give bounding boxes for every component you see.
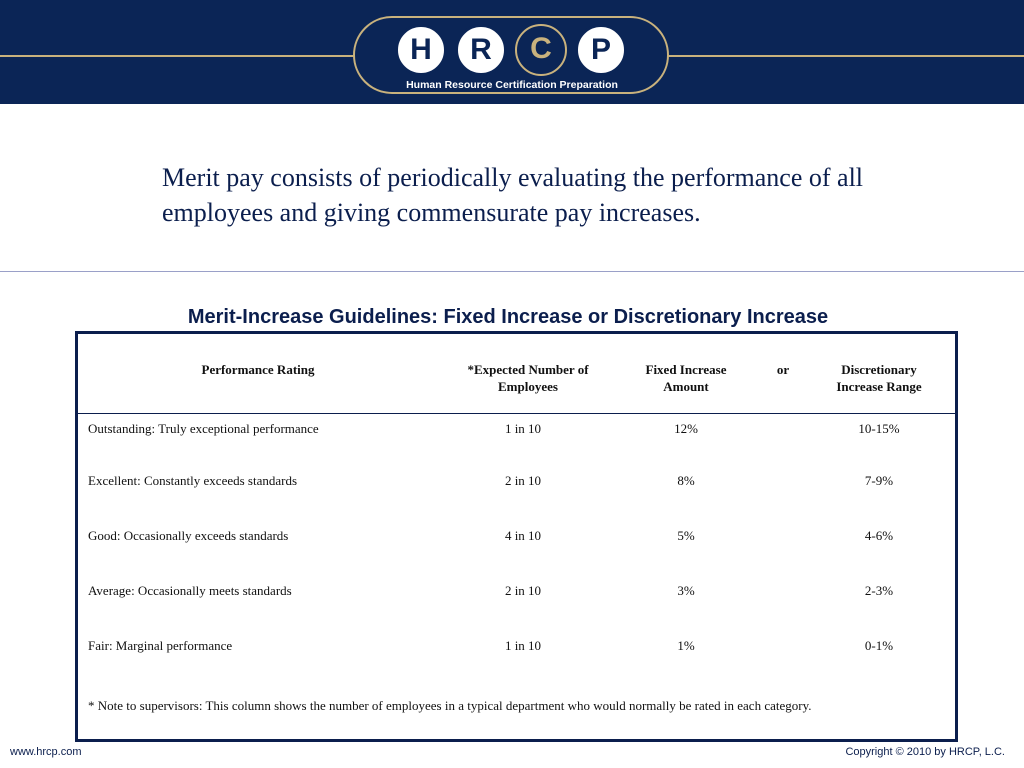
header-performance-rating: Performance Rating	[201, 362, 315, 377]
row-5-range: 0-1%	[864, 638, 894, 653]
logo-letter-h: H	[395, 24, 447, 76]
row-2-fixed: 8%	[677, 473, 695, 488]
logo-subtitle: Human Resource Certification Preparation	[387, 79, 637, 91]
logo-letter-c: C	[515, 24, 567, 76]
row-4-rating: Average: Occasionally meets standards	[88, 583, 292, 598]
intro-paragraph: Merit pay consists of periodically evaluating the performance of all employees and giving commensurate pay increases.	[162, 163, 864, 227]
section-divider	[0, 271, 1024, 272]
footer-website[interactable]: www.hrcp.com	[10, 746, 82, 758]
logo-letter-p: P	[575, 24, 627, 76]
row-5-fixed: 1%	[677, 638, 695, 653]
banner-rule-right	[668, 55, 1024, 57]
row-2-range: 7-9%	[864, 473, 894, 488]
header-discretionary-range: Discretionary Increase Range	[836, 362, 922, 394]
header-or: or	[776, 362, 790, 377]
banner-rule-left	[0, 55, 356, 57]
row-3-range: 4-6%	[864, 528, 894, 543]
row-1-rating: Outstanding: Truly exceptional performance	[88, 421, 319, 436]
logo-letter-r: R	[455, 24, 507, 76]
supervisor-note: * Note to supervisors: This column shows the number of employees in a typical department who would normally be rated in each category.	[88, 698, 812, 713]
row-5-rating: Fair: Marginal performance	[88, 638, 233, 653]
row-4-fixed: 3%	[677, 583, 695, 598]
row-1-fixed: 12%	[674, 421, 698, 436]
row-3-rating: Good: Occasionally exceeds standards	[88, 528, 289, 543]
row-4-range: 2-3%	[864, 583, 894, 598]
row-1-expected: 1 in 10	[504, 421, 542, 436]
header-banner	[0, 0, 1024, 104]
row-1-range: 10-15%	[858, 421, 900, 436]
row-3-fixed: 5%	[677, 528, 695, 543]
footer-copyright: Copyright © 2010 by HRCP, L.C.	[845, 746, 1005, 758]
row-3-expected: 4 in 10	[504, 528, 542, 543]
header-divider	[78, 413, 955, 414]
table-title: Merit-Increase Guidelines: Fixed Increase or Discretionary Increase	[187, 306, 829, 328]
row-4-expected: 2 in 10	[504, 583, 542, 598]
merit-guidelines-table	[75, 331, 958, 742]
row-5-expected: 1 in 10	[504, 638, 542, 653]
header-expected-number: *Expected Number of Employees	[467, 362, 589, 394]
header-fixed-increase: Fixed Increase Amount	[645, 362, 727, 394]
row-2-rating: Excellent: Constantly exceeds standards	[88, 473, 298, 488]
row-2-expected: 2 in 10	[504, 473, 542, 488]
